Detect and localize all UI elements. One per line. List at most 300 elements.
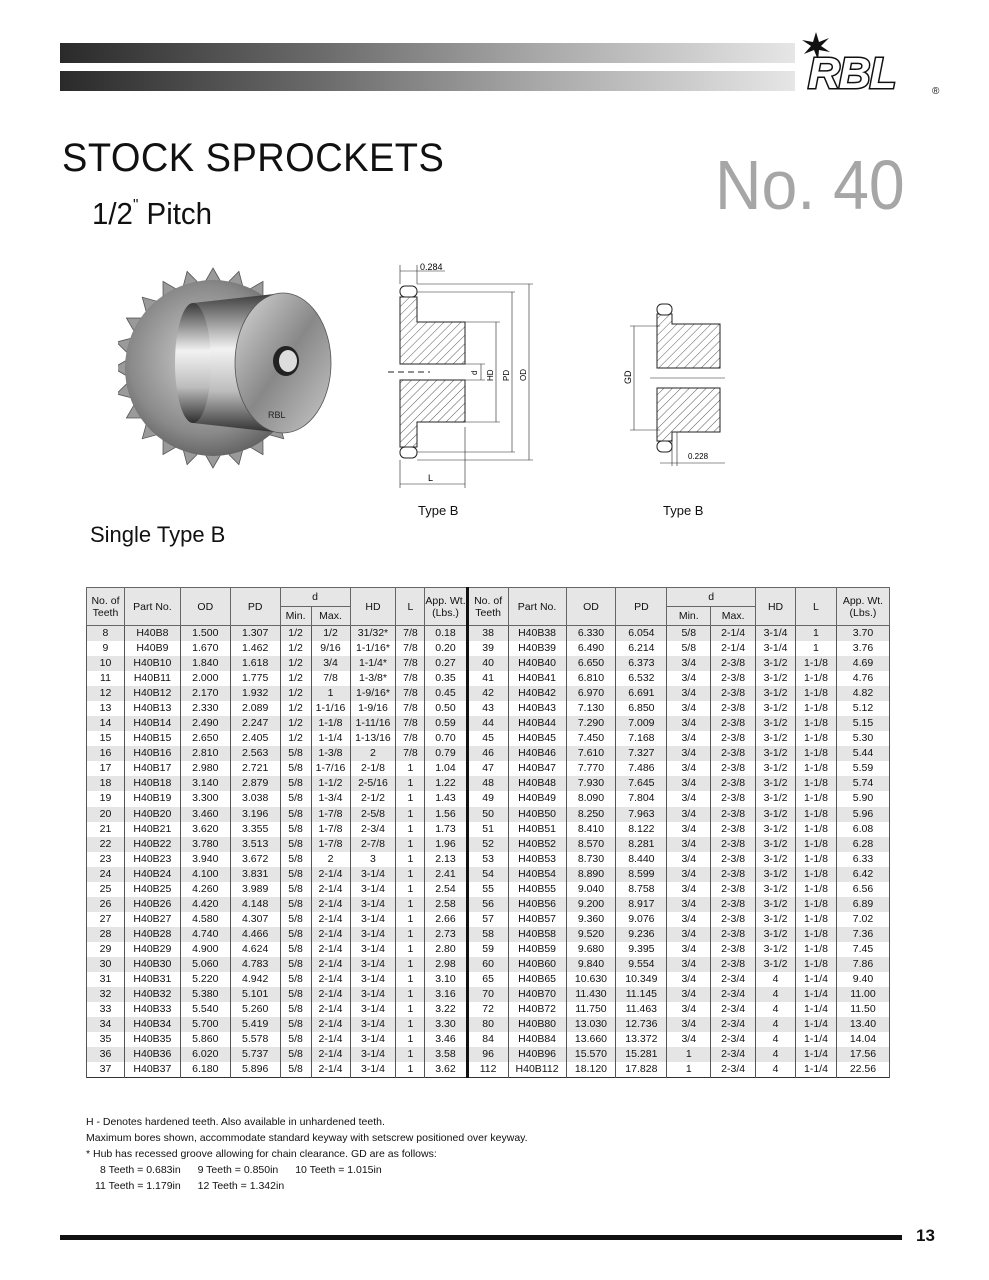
table-cell: 3.989	[230, 882, 280, 897]
table-cell: 9	[87, 641, 125, 656]
table-cell: 17.56	[836, 1047, 889, 1062]
table-cell: 72	[467, 1002, 508, 1017]
type-b-section-diagram	[385, 262, 545, 492]
table-cell: 3/4	[667, 791, 711, 806]
table-cell: 4.100	[180, 867, 230, 882]
table-cell: 3	[350, 852, 396, 867]
table-cell: 5.101	[230, 987, 280, 1002]
table-cell: 5.060	[180, 957, 230, 972]
table-cell: 42	[467, 686, 508, 701]
table-cell: 4	[756, 1062, 796, 1078]
table-cell: 0.50	[425, 701, 467, 716]
table-cell: H40B31	[124, 972, 180, 987]
table-cell: 19	[87, 791, 125, 806]
table-cell: H40B53	[508, 852, 566, 867]
table-cell: 5/8	[280, 882, 311, 897]
table-row	[87, 686, 890, 701]
table-cell: 3/4	[667, 731, 711, 746]
table-cell: 40	[467, 656, 508, 671]
table-cell: 1	[396, 1002, 425, 1017]
table-cell: 12	[87, 686, 125, 701]
page-number: 13	[916, 1226, 935, 1245]
table-cell: H40B48	[508, 776, 566, 791]
table-row	[87, 1032, 890, 1047]
table-cell: 2-3/8	[711, 656, 756, 671]
table-row	[87, 897, 890, 912]
table-cell: 18.120	[566, 1062, 616, 1078]
table-cell: 2-1/4	[311, 1032, 350, 1047]
table-cell: 1.96	[425, 837, 467, 852]
table-row	[87, 671, 890, 686]
table-cell: 35	[87, 1032, 125, 1047]
table-cell: 7/8	[396, 686, 425, 701]
table-cell: 2.089	[230, 701, 280, 716]
table-cell: 8.890	[566, 867, 616, 882]
table-cell: 2-1/4	[311, 882, 350, 897]
table-cell: 1/2	[280, 626, 311, 642]
table-cell: H40B84	[508, 1032, 566, 1047]
table-cell: 7.168	[616, 731, 667, 746]
table-cell: H40B10	[124, 656, 180, 671]
table-cell: 38	[467, 626, 508, 642]
table-cell: 6.56	[836, 882, 889, 897]
table-cell: 1	[396, 987, 425, 1002]
table-cell: H40B54	[508, 867, 566, 882]
table-cell: H40B44	[508, 716, 566, 731]
table-cell: 29	[87, 942, 125, 957]
table-cell: 8.730	[566, 852, 616, 867]
footer-rule	[60, 1235, 902, 1240]
table-cell: 1-1/4	[796, 1062, 837, 1078]
table-cell: H40B19	[124, 791, 180, 806]
table-cell: 1-1/8	[796, 822, 837, 837]
table-cell: 25	[87, 882, 125, 897]
table-cell: 3.22	[425, 1002, 467, 1017]
table-cell: 2-3/8	[711, 957, 756, 972]
series-number: No. 40	[715, 146, 905, 224]
table-cell: 1-1/8	[796, 716, 837, 731]
table-row	[87, 852, 890, 867]
table-cell: 7.130	[566, 701, 616, 716]
table-cell: H40B47	[508, 761, 566, 776]
table-cell: 9.076	[616, 912, 667, 927]
table-cell: 1/2	[280, 701, 311, 716]
table-cell: 3/4	[667, 882, 711, 897]
table-cell: 1.775	[230, 671, 280, 686]
table-cell: 3/4	[311, 656, 350, 671]
table-cell: 1	[396, 852, 425, 867]
table-cell: 11.430	[566, 987, 616, 1002]
table-cell: 3.76	[836, 641, 889, 656]
header-part-no: Part No.	[508, 588, 566, 626]
table-cell: 17.828	[616, 1062, 667, 1078]
table-cell: 3/4	[667, 867, 711, 882]
table-cell: 9.840	[566, 957, 616, 972]
table-cell: H40B16	[124, 746, 180, 761]
table-cell: 3-1/2	[756, 837, 796, 852]
table-cell: 5/8	[280, 852, 311, 867]
table-cell: 3-1/4	[350, 927, 396, 942]
table-cell: 1-9/16*	[350, 686, 396, 701]
table-cell: 5.540	[180, 1002, 230, 1017]
table-cell: 21	[87, 822, 125, 837]
table-cell: 2-7/8	[350, 837, 396, 852]
header-d-min: Min.	[280, 607, 311, 626]
table-cell: 4	[756, 1002, 796, 1017]
table-cell: 1	[396, 791, 425, 806]
table-cell: 3.70	[836, 626, 889, 642]
note-recessed-groove: * Hub has recessed groove allowing for chain clearance. GD are as follows:	[86, 1148, 437, 1160]
table-row	[87, 656, 890, 671]
table-cell: 3-1/2	[756, 912, 796, 927]
table-cell: 48	[467, 776, 508, 791]
table-cell: 1/2	[280, 656, 311, 671]
table-cell: 8.917	[616, 897, 667, 912]
sprocket-spec-table	[86, 587, 890, 1078]
table-cell: 1	[396, 912, 425, 927]
table-cell: H40B96	[508, 1047, 566, 1062]
table-cell: 7.610	[566, 746, 616, 761]
table-cell: 2-3/8	[711, 912, 756, 927]
table-cell: 2-3/4	[711, 987, 756, 1002]
table-cell: 1-1/2	[311, 776, 350, 791]
table-cell: 3/4	[667, 807, 711, 822]
header-weight: App. Wt. (Lbs.)	[425, 588, 467, 626]
table-cell: 28	[87, 927, 125, 942]
table-cell: 2-1/4	[311, 912, 350, 927]
table-cell: 60	[467, 957, 508, 972]
table-cell: 2.13	[425, 852, 467, 867]
table-cell: 1.932	[230, 686, 280, 701]
table-cell: 8.122	[616, 822, 667, 837]
table-cell: 5/8	[280, 761, 311, 776]
table-cell: 4.740	[180, 927, 230, 942]
table-cell: 1.22	[425, 776, 467, 791]
table-cell: 3.513	[230, 837, 280, 852]
table-cell: 9.200	[566, 897, 616, 912]
header-teeth: No. of Teeth	[87, 588, 125, 626]
table-cell: 3-1/4	[350, 882, 396, 897]
table-cell: 1/2	[280, 671, 311, 686]
table-cell: 1-1/8	[796, 686, 837, 701]
table-row	[87, 822, 890, 837]
table-cell: H40B50	[508, 807, 566, 822]
table-cell: 1-1/8	[796, 852, 837, 867]
table-row	[87, 1047, 890, 1062]
table-cell: 4.900	[180, 942, 230, 957]
table-cell: 3-1/4	[350, 867, 396, 882]
table-cell: 2.98	[425, 957, 467, 972]
table-cell: 0.70	[425, 731, 467, 746]
table-cell: H40B15	[124, 731, 180, 746]
table-cell: 32	[87, 987, 125, 1002]
table-cell: 15.570	[566, 1047, 616, 1062]
table-cell: 1-1/8	[796, 897, 837, 912]
header-pd: PD	[616, 588, 667, 626]
table-cell: H40B18	[124, 776, 180, 791]
table-cell: 2-3/4	[711, 1032, 756, 1047]
table-cell: 3-1/2	[756, 671, 796, 686]
table-cell: 3/4	[667, 822, 711, 837]
table-cell: 5.59	[836, 761, 889, 776]
table-cell: 58	[467, 927, 508, 942]
table-cell: 1-7/16	[311, 761, 350, 776]
table-cell: 1/2	[311, 626, 350, 642]
table-cell: 3-1/4	[350, 957, 396, 972]
table-cell: 1-1/8	[796, 882, 837, 897]
table-cell: 2-3/8	[711, 807, 756, 822]
table-cell: 2-3/8	[711, 776, 756, 791]
table-cell: 0.18	[425, 626, 467, 642]
table-cell: 3/4	[667, 972, 711, 987]
table-cell: 5/8	[280, 807, 311, 822]
table-cell: H40B30	[124, 957, 180, 972]
table-cell: 4.82	[836, 686, 889, 701]
table-cell: H40B11	[124, 671, 180, 686]
table-cell: 2-3/8	[711, 882, 756, 897]
table-cell: 5/8	[280, 1062, 311, 1078]
table-cell: 2-1/4	[711, 641, 756, 656]
table-cell: 4.76	[836, 671, 889, 686]
table-cell: 22	[87, 837, 125, 852]
table-cell: 3-1/4	[350, 1062, 396, 1078]
table-row	[87, 972, 890, 987]
table-cell: 59	[467, 942, 508, 957]
table-cell: 2.000	[180, 671, 230, 686]
table-cell: 46	[467, 746, 508, 761]
table-cell: 8.281	[616, 837, 667, 852]
table-cell: 3/4	[667, 1002, 711, 1017]
table-cell: 1	[667, 1047, 711, 1062]
header-gradient-bar-bottom	[60, 71, 795, 91]
table-cell: 3/4	[667, 1017, 711, 1032]
table-cell: 31	[87, 972, 125, 987]
table-cell: 1.73	[425, 822, 467, 837]
table-cell: H40B27	[124, 912, 180, 927]
table-cell: 4.942	[230, 972, 280, 987]
diagram-caption-left: Type B	[418, 503, 459, 518]
table-cell: 2-3/8	[711, 837, 756, 852]
table-cell: 13	[87, 701, 125, 716]
table-cell: 1-1/8	[796, 837, 837, 852]
table-cell: 45	[467, 731, 508, 746]
table-cell: 1	[396, 822, 425, 837]
table-cell: 1-7/8	[311, 837, 350, 852]
table-cell: 1-3/8	[311, 746, 350, 761]
table-cell: 1	[396, 1032, 425, 1047]
table-cell: 2-3/8	[711, 716, 756, 731]
table-cell: 2	[350, 746, 396, 761]
table-cell: H40B37	[124, 1062, 180, 1078]
table-cell: 44	[467, 716, 508, 731]
table-cell: 26	[87, 897, 125, 912]
table-cell: H40B39	[508, 641, 566, 656]
table-cell: 5.860	[180, 1032, 230, 1047]
table-cell: 30	[87, 957, 125, 972]
table-row	[87, 882, 890, 897]
table-cell: 37	[87, 1062, 125, 1078]
table-cell: 3.831	[230, 867, 280, 882]
table-cell: 1-1/4	[796, 1047, 837, 1062]
table-cell: 3-1/2	[756, 731, 796, 746]
table-cell: 56	[467, 897, 508, 912]
table-cell: 54	[467, 867, 508, 882]
table-cell: 1	[667, 1062, 711, 1078]
table-cell: 7.963	[616, 807, 667, 822]
header-l: L	[796, 588, 837, 626]
table-cell: 7.86	[836, 957, 889, 972]
table-row	[87, 701, 890, 716]
table-cell: 1.462	[230, 641, 280, 656]
table-cell: 1	[796, 626, 837, 642]
table-cell: H40B70	[508, 987, 566, 1002]
table-cell: 15	[87, 731, 125, 746]
table-cell: H40B49	[508, 791, 566, 806]
table-cell: 3-1/4	[350, 1002, 396, 1017]
table-cell: 5/8	[280, 1047, 311, 1062]
svg-text:0.284: 0.284	[420, 262, 443, 272]
table-cell: 7/8	[311, 671, 350, 686]
svg-text:RBL: RBL	[268, 410, 286, 420]
table-cell: H40B8	[124, 626, 180, 642]
svg-text:d: d	[470, 370, 479, 375]
table-cell: 2.721	[230, 761, 280, 776]
table-cell: 7/8	[396, 716, 425, 731]
table-cell: 7/8	[396, 641, 425, 656]
table-cell: 6.691	[616, 686, 667, 701]
table-cell: 1	[396, 867, 425, 882]
table-cell: 112	[467, 1062, 508, 1078]
table-cell: 6.330	[566, 626, 616, 642]
table-cell: 6.89	[836, 897, 889, 912]
table-cell: 11.463	[616, 1002, 667, 1017]
table-cell: 7.290	[566, 716, 616, 731]
table-cell: 4.307	[230, 912, 280, 927]
table-cell: 6.532	[616, 671, 667, 686]
table-cell: 2-3/4	[711, 1047, 756, 1062]
table-cell: 13.40	[836, 1017, 889, 1032]
svg-text:®: ®	[932, 86, 940, 97]
table-cell: 8.570	[566, 837, 616, 852]
table-cell: 3-1/4	[350, 972, 396, 987]
table-cell: 1.43	[425, 791, 467, 806]
table-cell: 5.44	[836, 746, 889, 761]
table-cell: 2.170	[180, 686, 230, 701]
table-cell: 4.783	[230, 957, 280, 972]
table-cell: 2-3/8	[711, 761, 756, 776]
table-cell: 2-3/8	[711, 701, 756, 716]
table-cell: 1-1/16	[311, 701, 350, 716]
table-cell: 1-3/8*	[350, 671, 396, 686]
table-cell: 1	[396, 882, 425, 897]
table-cell: 34	[87, 1017, 125, 1032]
table-cell: 3-1/2	[756, 882, 796, 897]
table-cell: 7.450	[566, 731, 616, 746]
table-cell: 1/2	[280, 716, 311, 731]
table-cell: H40B52	[508, 837, 566, 852]
table-cell: 8.090	[566, 791, 616, 806]
table-cell: 5/8	[280, 972, 311, 987]
table-cell: 4.420	[180, 897, 230, 912]
table-cell: 2-1/2	[350, 791, 396, 806]
table-cell: 2.58	[425, 897, 467, 912]
table-cell: 14.04	[836, 1032, 889, 1047]
table-cell: 1-1/8	[796, 927, 837, 942]
table-cell: 5/8	[280, 1032, 311, 1047]
table-cell: 3.62	[425, 1062, 467, 1078]
table-cell: 4	[756, 1047, 796, 1062]
table-cell: 1	[396, 837, 425, 852]
table-cell: 7.009	[616, 716, 667, 731]
table-cell: H40B43	[508, 701, 566, 716]
table-row	[87, 1017, 890, 1032]
table-cell: 47	[467, 761, 508, 776]
header-gradient-bar-top	[60, 43, 795, 63]
table-cell: H40B32	[124, 987, 180, 1002]
table-row	[87, 731, 890, 746]
table-cell: 4.148	[230, 897, 280, 912]
table-cell: 3.196	[230, 807, 280, 822]
table-row	[87, 1062, 890, 1078]
table-cell: 0.20	[425, 641, 467, 656]
table-cell: 9.236	[616, 927, 667, 942]
table-cell: 7.02	[836, 912, 889, 927]
table-cell: 1-1/4	[796, 972, 837, 987]
note-max-bores: Maximum bores shown, accommodate standard keyway with setscrew positioned over keyway.	[86, 1132, 528, 1144]
table-cell: 55	[467, 882, 508, 897]
table-cell: 3.940	[180, 852, 230, 867]
table-cell: 1.04	[425, 761, 467, 776]
table-cell: 6.28	[836, 837, 889, 852]
table-cell: 3.460	[180, 807, 230, 822]
table-row	[87, 761, 890, 776]
table-cell: 6.373	[616, 656, 667, 671]
table-cell: 1-1/4*	[350, 656, 396, 671]
table-cell: 5.96	[836, 807, 889, 822]
table-cell: 2.879	[230, 776, 280, 791]
table-cell: 3-1/2	[756, 897, 796, 912]
table-cell: 7.645	[616, 776, 667, 791]
table-cell: 8.599	[616, 867, 667, 882]
table-row	[87, 957, 890, 972]
svg-text:HD: HD	[486, 369, 495, 381]
table-cell: 3-1/4	[756, 641, 796, 656]
table-cell: 3.10	[425, 972, 467, 987]
table-body	[87, 626, 890, 1078]
table-cell: 1	[396, 942, 425, 957]
table-cell: 2-1/4	[311, 1062, 350, 1078]
table-cell: 2-1/4	[711, 626, 756, 642]
table-cell: 9.040	[566, 882, 616, 897]
table-cell: 6.180	[180, 1062, 230, 1078]
inch-mark: "	[132, 197, 139, 214]
table-cell: 1	[396, 1047, 425, 1062]
table-cell: 6.08	[836, 822, 889, 837]
table-cell: 2-1/4	[311, 972, 350, 987]
table-cell: H40B24	[124, 867, 180, 882]
table-cell: 2.650	[180, 731, 230, 746]
table-cell: H40B14	[124, 716, 180, 731]
header-d-max: Max.	[311, 607, 350, 626]
table-cell: 3-1/4	[350, 1017, 396, 1032]
table-cell: 2-3/8	[711, 746, 756, 761]
table-cell: 10.349	[616, 972, 667, 987]
table-cell: 1-1/8	[796, 731, 837, 746]
table-cell: 20	[87, 807, 125, 822]
table-cell: H40B25	[124, 882, 180, 897]
table-cell: H40B57	[508, 912, 566, 927]
table-cell: 5.380	[180, 987, 230, 1002]
